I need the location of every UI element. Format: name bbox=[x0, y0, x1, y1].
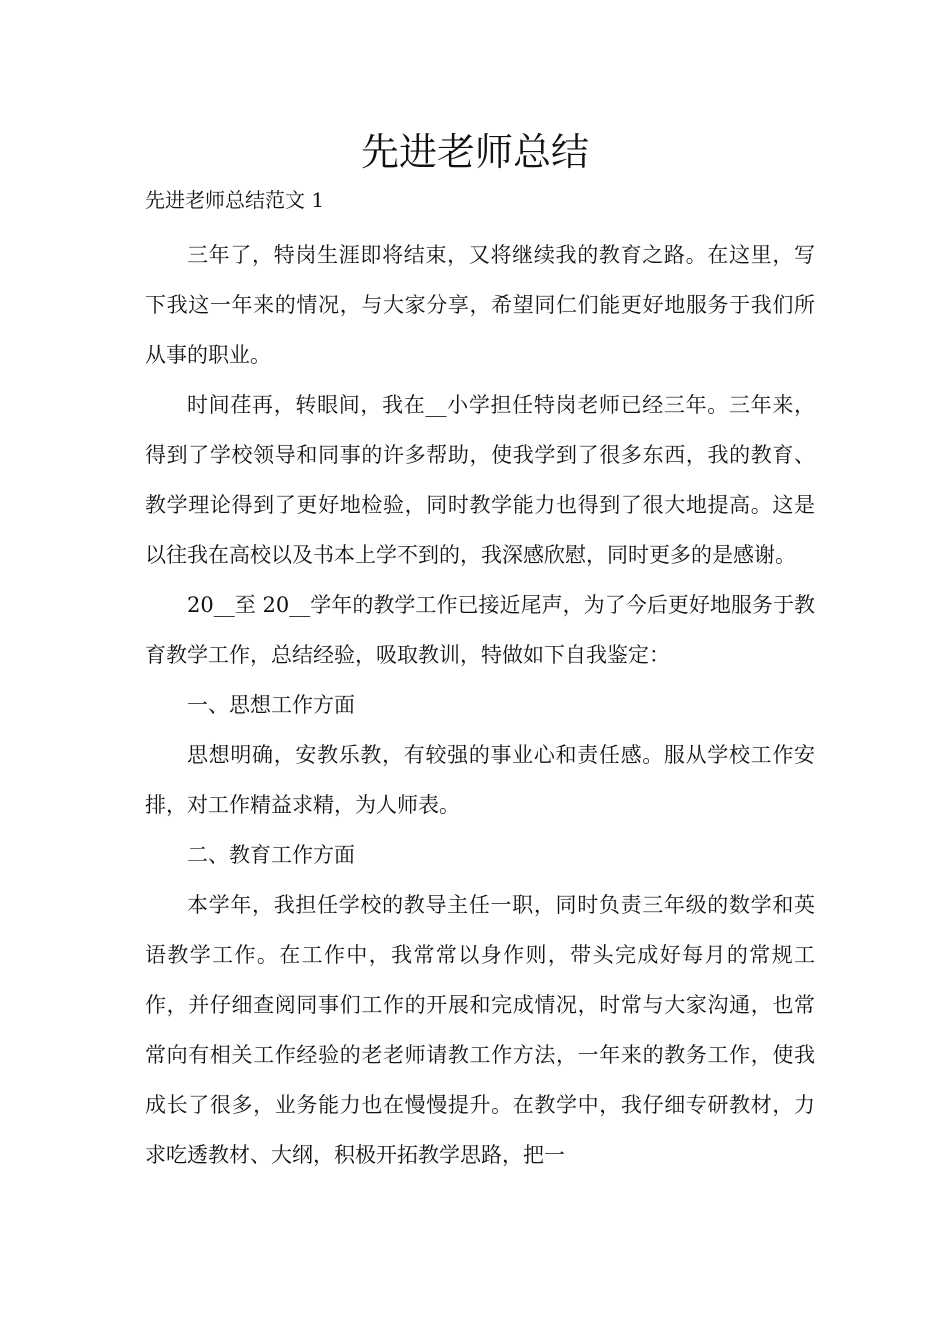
paragraph: 思想明确，安教乐教，有较强的事业心和责任感。服从学校工作安排，对工作精益求精，为人师表。 bbox=[145, 743, 815, 817]
section-heading: 二、教育工作方面 bbox=[187, 843, 355, 867]
document-title: 先进老师总结 bbox=[360, 130, 589, 174]
paragraph: 20__至 20__学年的教学工作已接近尾声，为了今后更好地服务于教育教学工作，总结经验，吸取教训，特做如下自我鉴定： bbox=[145, 593, 815, 667]
paragraph: 三年了，特岗生涯即将结束，又将继续我的教育之路。在这里，写下我这一年来的情况，与大家分享，希望同仁们能更好地服务于我们所从事的职业。 bbox=[145, 243, 815, 367]
paragraph: 本学年，我担任学校的教导主任一职，同时负责三年级的数学和英语教学工作。在工作中，我常常以身作则，带头完成好每月的常规工作，并仔细查阅同事们工作的开展和完成情况，时常与大家沟通，也常常向有相关工作经验的老老师请教工作方法，一年来的教务工作，使我成长了很多，业务能力也在慢慢提升。在教学中，我仔细专研教材，力求吃透教材、大纲，积极开拓教学思路，把一 bbox=[145, 893, 815, 1167]
paragraph: 时间荏再，转眼间，我在__小学担任特岗老师已经三年。三年来，得到了学校领导和同事的许多帮助，使我学到了很多东西，我的教育、教学理论得到了更好地检验，同时教学能力也得到了很大地提高。这是以往我在高校以及书本上学不到的，我深感欣慰，同时更多的是感谢。 bbox=[145, 393, 815, 567]
document-subtitle: 先进老师总结范文 1 bbox=[145, 188, 325, 212]
document-body bbox=[145, 230, 815, 1180]
section-heading: 一、思想工作方面 bbox=[187, 693, 355, 717]
